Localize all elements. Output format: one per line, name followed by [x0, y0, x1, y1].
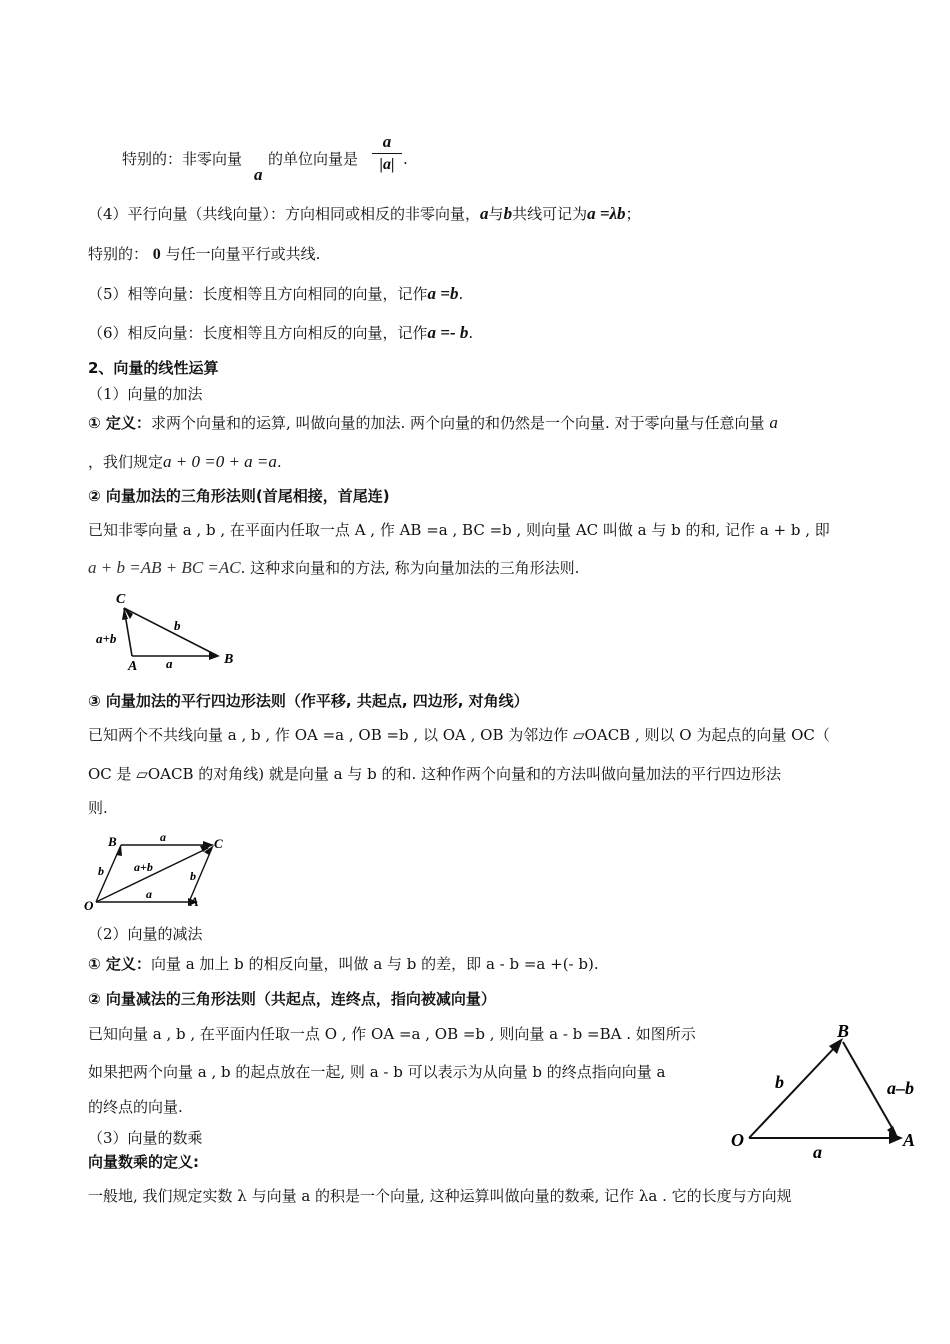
- parallelogram-figure: [80, 828, 240, 918]
- text: 与: [488, 205, 504, 223]
- label-A: A: [190, 894, 199, 909]
- equation: a =λb: [587, 204, 626, 223]
- equation: a =- b: [427, 323, 469, 342]
- subsection-title: （3）向量的数乘: [88, 1129, 203, 1147]
- label-C: C: [116, 592, 126, 607]
- parallelogram-rule-text-3: 则.: [88, 799, 108, 817]
- text: 特别的：: [88, 245, 149, 263]
- label-a-plus-b: a+b: [96, 631, 117, 646]
- triangle-rule-text: 已知非零向量 a , b , 在平面内任取一点 A , 作 AB =a , BC =b , 则向量 AC 叫做 a 与 b 的和, 记作 a + b , 即: [88, 521, 830, 539]
- text: （5）相等向量：长度相等且方向相同的向量，记作: [88, 285, 428, 303]
- label-b: b: [174, 618, 181, 633]
- subtraction-rule-text-3: 的终点的向量.: [88, 1098, 183, 1116]
- text: 的单位向量是: [268, 150, 359, 168]
- text: 求两个向量和的运算, 叫做向量的加法. 两个向量的和仍然是一个向量. 对于零向量与任意向量: [150, 414, 765, 432]
- vector-a: a: [769, 413, 778, 432]
- label: ① 定义：: [88, 955, 151, 973]
- zero-vector: 0: [152, 246, 161, 263]
- text: .: [276, 453, 282, 471]
- zero-vector-line: [88, 244, 320, 265]
- parallelogram-rule-text-2: OC 是 ▱OACB 的对角线) 就是向量 a 与 b 的和. 这种作两个向量和的方法叫做向量加法的平行四边形法: [88, 765, 782, 783]
- subtraction-figure: [725, 1018, 925, 1168]
- label-a: a: [813, 1142, 822, 1162]
- label-A: A: [903, 1130, 916, 1150]
- triangle-rule-text-2: [88, 558, 579, 578]
- subtraction-rule-text: 已知向量 a , b , 在平面内任取一点 O , 作 OA =a , OB =b , 则向量 a - b =BA . 如图所示: [88, 1025, 696, 1043]
- vector-a: a: [254, 165, 263, 184]
- scalar-mult-heading: 向量数乘的定义:: [88, 1153, 199, 1171]
- label-b: b: [775, 1072, 784, 1092]
- fraction-bar: [372, 153, 402, 154]
- text: ；: [625, 205, 641, 223]
- text: .: [403, 150, 408, 168]
- equation: a + b =AB + BC =AC: [88, 558, 241, 577]
- text: . 这种求向量和的方法, 称为向量加法的三角形法则.: [240, 559, 580, 577]
- label-A: A: [128, 659, 138, 674]
- triangle-rule-heading: ② 向量加法的三角形法则(首尾相接，首尾连): [88, 487, 390, 505]
- subtraction-definition: [88, 954, 599, 974]
- label-b-left: b: [98, 864, 104, 878]
- subtraction-rule-heading: ② 向量减法的三角形法则（共起点，连终点，指向被减向量）: [88, 990, 496, 1008]
- equation: a + 0 =0 + a =a: [163, 452, 277, 471]
- label-a-top: a: [160, 830, 166, 844]
- text: ，我们规定: [88, 453, 164, 471]
- label-a-plus-b: a+b: [134, 860, 153, 874]
- label-a-bottom: a: [146, 887, 152, 901]
- section-heading: 2、向量的线性运算: [88, 359, 219, 377]
- label-B: B: [108, 834, 117, 849]
- subtraction-rule-text-2: 如果把两个向量 a , b 的起点放在一起, 则 a - b 可以表示为从向量 b 的终点指向向量 a: [88, 1063, 666, 1081]
- text: 特别的：非零向量: [122, 150, 243, 168]
- text: （4）平行向量（共线向量）：方向相同或相反的非零向量，: [88, 205, 481, 223]
- parallelogram-rule-text: 已知两个不共线向量 a , b , 作 OA =a , OB =b , 以 OA , OB 为邻边作 ▱OACB , 则以 O 为起点的向量 OC（: [88, 726, 830, 744]
- label: ① 定义：: [88, 414, 151, 432]
- addition-definition: [88, 413, 778, 433]
- vector-b: b: [503, 204, 513, 223]
- label-B: B: [837, 1021, 850, 1041]
- text: .: [458, 285, 464, 303]
- opposite-vector-line: [88, 323, 473, 343]
- label-a-minus-b: a–b: [887, 1078, 914, 1098]
- parallel-vector-line: [88, 204, 641, 224]
- fraction-numerator: a: [382, 132, 392, 151]
- text: 向量 a 加上 b 的相反向量，叫做 a 与 b 的差，即 a - b =a +(- b).: [150, 955, 599, 973]
- text: .: [468, 324, 474, 342]
- subsection-title: （1）向量的加法: [88, 385, 203, 403]
- label-a: a: [166, 656, 173, 671]
- equal-vector-line: [88, 284, 463, 304]
- scalar-mult-text: 一般地, 我们规定实数 λ 与向量 a 的积是一个向量, 这种运算叫做向量的数乘, 记作 λa . 它的长度与方向规: [88, 1187, 792, 1205]
- label-O: O: [84, 898, 94, 913]
- equation: a =b: [427, 284, 459, 303]
- text: 共线可记为: [512, 205, 588, 223]
- text: （6）相反向量：长度相等且方向相反的向量，记作: [88, 324, 428, 342]
- addition-definition-2: [88, 452, 282, 472]
- parallelogram-rule-heading: ③ 向量加法的平行四边形法则（作平移, 共起点, 四边形, 对角线）: [88, 692, 529, 710]
- label-C: C: [214, 836, 223, 851]
- label-O: O: [731, 1130, 744, 1150]
- label-b-right: b: [190, 869, 196, 883]
- label-B: B: [224, 652, 234, 667]
- fraction-denominator: |a|: [379, 156, 395, 173]
- subsection-title: （2）向量的减法: [88, 925, 203, 943]
- unit-vector-line: [122, 149, 242, 169]
- unit-fraction: [372, 132, 402, 175]
- vector-a: a: [480, 204, 489, 223]
- text: 与任一向量平行或共线.: [165, 245, 321, 263]
- triangle-rule-figure: [90, 588, 250, 678]
